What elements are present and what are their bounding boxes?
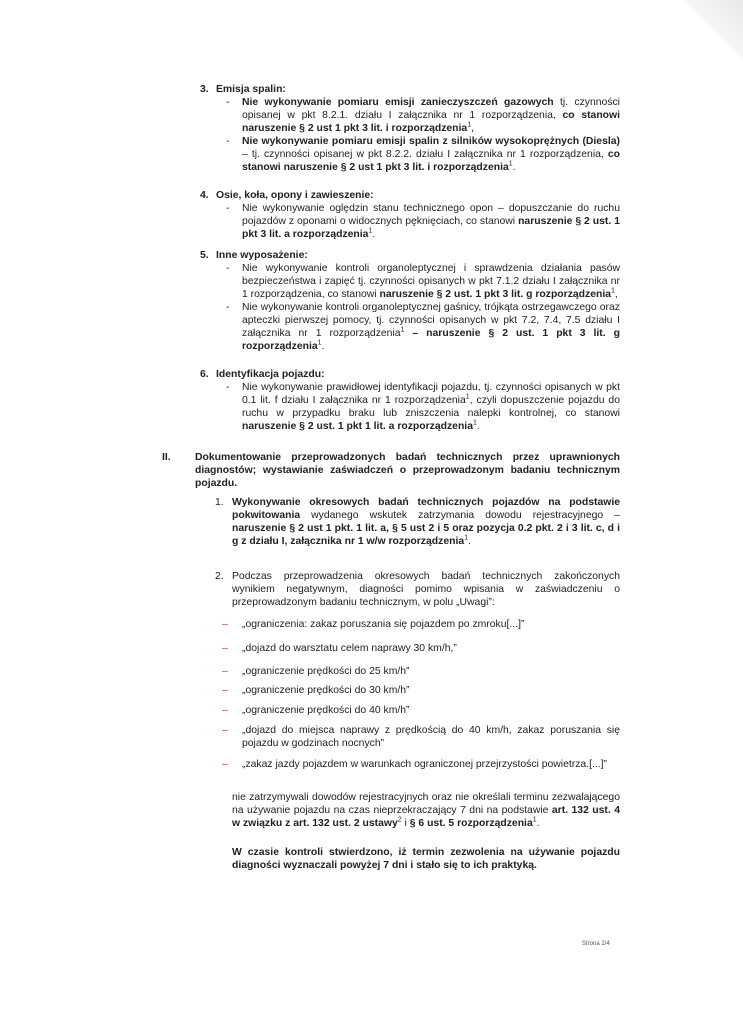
section-inne-wyposazenie xyxy=(200,249,620,353)
section-number: 3. xyxy=(200,84,209,95)
list-item: - Nie wykonywanie pomiaru emisji zanieczyszczeń gazowych tj. czynności opisanej w pkt 8.2.1. działu I załącznika nr 1 rozporządzenia, co stanowi naruszenie § 2 ust 1 pkt 3 lit. i rozporządzenia$^1$, xyxy=(216,96,620,135)
dash-bullet: – xyxy=(222,619,228,630)
section-title: Inne wyposażenie: xyxy=(216,250,308,261)
section-title: Emisja spalin: xyxy=(216,84,286,95)
section-number: 6. xyxy=(200,369,209,380)
dash-bullet: – xyxy=(222,643,228,654)
list-item: - Nie wykonywanie kontroli organoleptycznej i sprawdzenia działania pasów bezpieczeństwa i zapięć tj. czynności opisanych w pkt 7.1.2 działu I załącznika nr 1 rozporządzenia, co stanowi naruszenie § 2 ust. 1 pkt 3 lit. g rozporządzenia$^1$, xyxy=(216,262,620,301)
section-emisja-spalin xyxy=(200,83,620,174)
dash-bullet: – xyxy=(222,685,228,696)
section-osie-kola xyxy=(200,189,620,241)
dash-bullet: – xyxy=(222,705,228,716)
list-item: - Nie wykonywanie pomiaru emisji spalin z silników wysokoprężnych (Diesla) – tj. czynności opisanej w pkt 8.2.2. działu I załącznika nr 1 rozporządzenia, co stanowi naruszenie § 2 ust 1 pkt 3 lit. i rozporządzenia$^1$. xyxy=(216,135,620,174)
numbered-item: 1. Wykonywanie okresowych badań technicznych pojazdów na podstawie pokwitowania wydanego wskutek zatrzymania dowodu rejestracyjnego – naruszenie § 2 ust 1 pkt. 1 lit. a, § 5 ust 2 i 5 oraz pozycja 0.2 pkt. 2 i 3 lit. c, d i g z działu I, załącznika nr 1 w/w rozporządzenia$^1$. xyxy=(215,497,620,547)
list-item: - Nie wykonywanie oględzin stanu technicznego opon – dopuszczanie do ruchu pojazdów z oponami o widocznych pęknięciach, co stanowi naruszenie § 2 ust. 1 pkt 3 lit. a rozporządzenia$^1$. xyxy=(216,202,620,241)
section-title: Osie, koła, opony i zawieszenie: xyxy=(216,190,374,201)
list-item: - Nie wykonywanie prawidłowej identyfikacji pojazdu, tj. czynności opisanych w pkt 0.1 lit. f działu I załącznika nr 1 rozporządzenia$^1$, czyli dopuszczenie pojazdu do ruchu w przypadku braku lub zniszczenia nalepki kontrolnej, co stanowi naruszenie § 2 ust. 1 pkt 1 lit. a rozporządzenia$^1$. xyxy=(216,381,620,433)
section-title: Dokumentowanie przeprowadzonych badań technicznych przez uprawnionych diagnostów; wystawianie zaświadczeń o przeprowadzonym badaniu technicznym pojazdu. xyxy=(195,452,620,489)
quote-item: „ograniczenia: zakaz poruszania się pojazdem po zmroku[...]” xyxy=(242,619,525,630)
section-number: 4. xyxy=(200,190,209,201)
section-title: Identyfikacja pojazdu: xyxy=(216,369,325,380)
section-roman-number: II. xyxy=(162,452,171,463)
dash-bullet: – xyxy=(222,666,228,677)
list-item: - Nie wykonywanie kontroli organoleptycznej gaśnicy, trójkąta ostrzegawczego oraz apteczki pierwszej pomocy, tj. czynności opisanych w pkt 7.2, 7.4, 7.5 działu I załącznika nr 1 rozporządzenia$^1$ – naruszenie § 2 ust. 1 pkt 3 lit. g rozporządzenia$^1$. xyxy=(216,301,620,353)
quote-item: „dojazd do miejsca naprawy z prędkością do 40 km/h, zakaz poruszania się pojazdu w godzinach nocnych” xyxy=(242,725,620,749)
conclusion-paragraph: W czasie kontroli stwierdzono, iż termin zezwolenia na używanie pojazdu diagności wyznaczali powyżej 7 dni i stało się to ich praktyką. xyxy=(232,847,620,871)
item-number: 2. xyxy=(215,571,224,582)
quote-item: „ograniczenie prędkości do 40 km/h” xyxy=(242,705,410,716)
dash-bullet: – xyxy=(222,759,228,770)
quote-item: „zakaz jazdy pojazdem w warunkach ograniczonej przejrzystości powietrza.[...]” xyxy=(242,759,607,770)
page-number: Strona 2/4 xyxy=(582,941,610,947)
quote-item: „ograniczenie prędkości do 25 km/h” xyxy=(242,666,410,677)
dash-bullet: – xyxy=(222,725,228,736)
section-number: 5. xyxy=(200,250,209,261)
section-identyfikacja xyxy=(200,368,620,433)
folded-corner xyxy=(653,0,743,60)
quote-item: „ograniczenie prędkości do 30 km/h” xyxy=(242,685,410,696)
numbered-item: 2. Podczas przeprowadzenia okresowych badań technicznych zakończonych wynikiem negatywnym, diagności pomimo wpisania w zaświadczeniu o przeprowadzonym badaniu technicznym, w polu „Uwagi”: xyxy=(215,571,620,608)
quote-item: „dojazd do warsztatu celem naprawy 30 km/h,” xyxy=(242,643,457,654)
item-number: 1. xyxy=(215,497,224,508)
paragraph: nie zatrzymywali dowodów rejestracyjnych oraz nie określali terminu zezwalającego na używanie pojazdu na czas nieprzekraczający 7 dni na podstawie art. 132 ust. 4 w związku z art. 132 ust. 2 ustawy$^2$ i § 6 ust. 5 rozporządzenia$^1$. xyxy=(232,792,621,829)
